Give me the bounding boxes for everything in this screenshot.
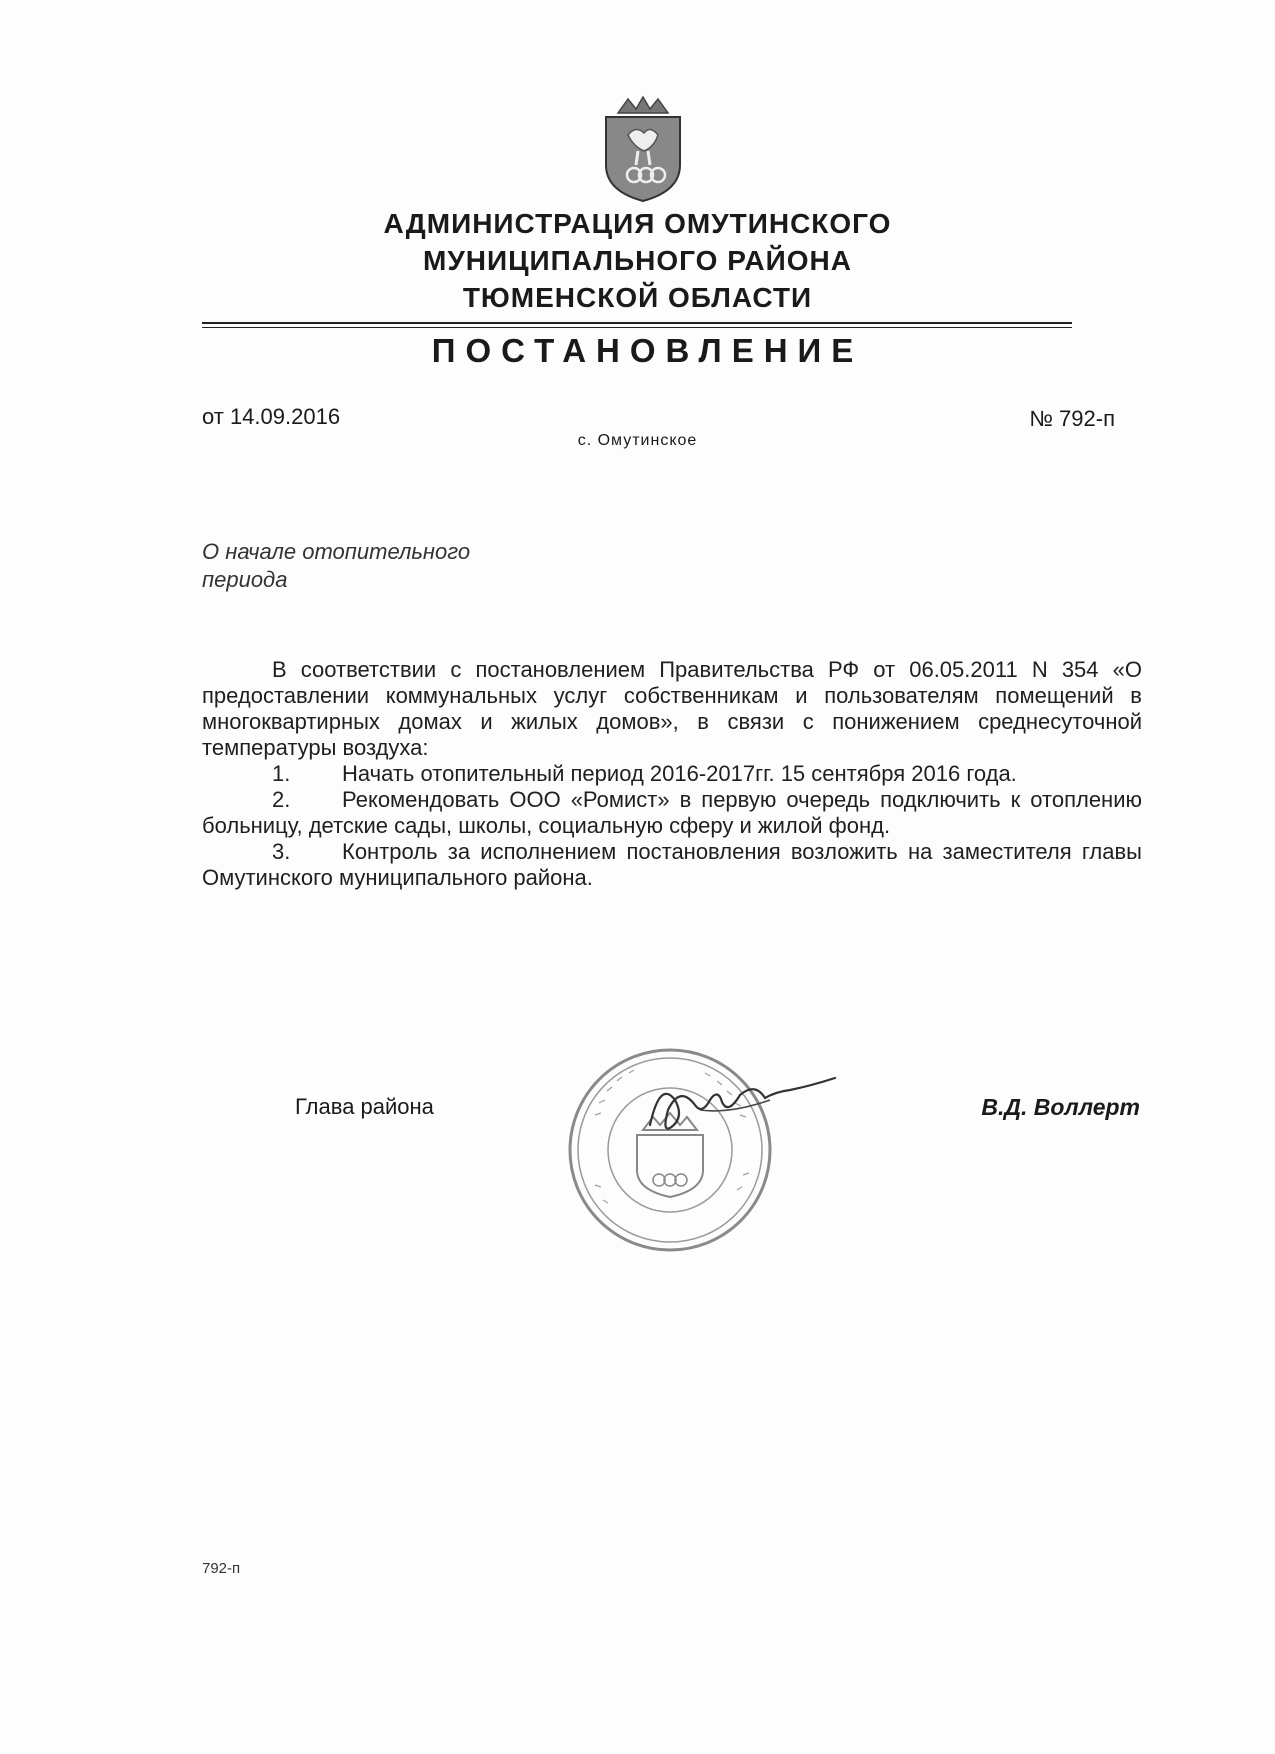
org-line-1: АДМИНИСТРАЦИЯ ОМУТИНСКОГО xyxy=(383,208,892,239)
body-item-1 xyxy=(202,761,1142,787)
item-number: 2. xyxy=(272,787,291,812)
document-date: от 14.09.2016 xyxy=(202,404,341,429)
document-number: № 792-п xyxy=(1029,406,1115,431)
document-type: ПОСТАНОВЛЕНИЕ xyxy=(431,332,864,369)
header-rule-top xyxy=(202,322,1072,324)
document-body xyxy=(202,657,1142,891)
item-text: Контроль за исполнением постановления возложить на заместителя главы Омутинского муниципального района. xyxy=(202,839,1142,890)
item-text: Рекомендовать ООО «Ромист» в первую очередь подключить к отоплению больницу, детские сады, школы, социальную сферу и жилой фонд. xyxy=(202,787,1142,838)
body-item-3 xyxy=(202,839,1142,891)
organization-name xyxy=(0,205,1275,316)
subject-line-1: О начале отопительного xyxy=(202,539,471,564)
item-number: 3. xyxy=(272,839,291,864)
footer-document-code: 792-п xyxy=(202,1560,241,1577)
item-number: 1. xyxy=(272,761,291,786)
header-rule-bottom xyxy=(202,327,1072,328)
signatory-name: В.Д. Воллерт xyxy=(981,1094,1140,1120)
subject-line-2: периода xyxy=(202,567,288,592)
item-text: Начать отопительный период 2016-2017гг. 15 сентября 2016 года. xyxy=(342,761,1017,786)
coat-of-arms-icon xyxy=(598,95,688,203)
org-line-3: ТЮМЕНСКОЙ ОБЛАСТИ xyxy=(462,282,813,313)
signatory-title: Глава района xyxy=(295,1094,434,1119)
handwritten-signature-icon xyxy=(640,1070,840,1140)
body-item-2 xyxy=(202,787,1142,839)
org-line-2: МУНИЦИПАЛЬНОГО РАЙОНА xyxy=(423,245,852,276)
document-subject xyxy=(202,538,542,594)
body-intro: В соответствии с постановлением Правительства РФ от 06.05.2011 N 354 «О предоставлении коммунальных услуг собственникам и пользователям помещений в многоквартирных домах и жилых домов», в связи с понижением среднесуточной температуры воздуха: xyxy=(202,657,1142,760)
document-place: с. Омутинское xyxy=(577,432,698,449)
